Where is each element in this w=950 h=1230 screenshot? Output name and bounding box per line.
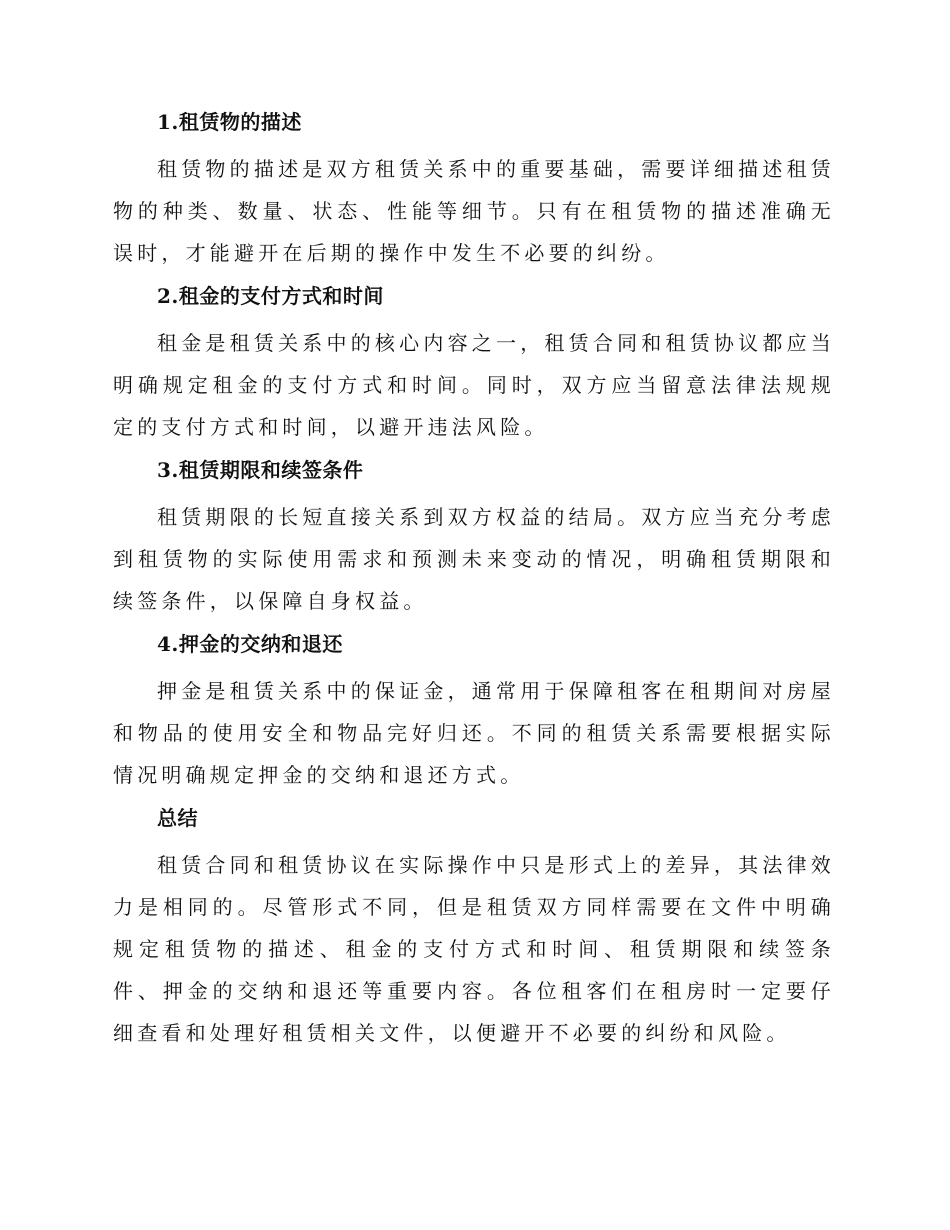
section-description: [113, 108, 835, 274]
section-heading: 总结: [157, 806, 198, 830]
section-heading: 1.租赁物的描述: [157, 110, 302, 134]
section-summary: [113, 804, 835, 1054]
section-heading: 4.押金的交纳和退还: [157, 632, 343, 656]
document-body: [113, 108, 835, 1062]
section-paragraph: 租赁合同和租赁协议在实际操作中只是形式上的差异，其法律效力是相同的。尽管形式不同，但是租赁双方同样需要在文件中明确规定租赁物的描述、租金的支付方式和时间、租赁期限和续签条件、押金的交纳和退还等重要内容。各位租客们在租房时一定要仔细查看和处理好租赁相关文件，以便避开不必要的纠纷和风险。: [113, 853, 835, 1045]
section-paragraph: 押金是租赁关系中的保证金，通常用于保障租客在租期间对房屋和物品的使用安全和物品完好归还。不同的租赁关系需要根据实际情况明确规定押金的交纳和退还方式。: [113, 679, 835, 787]
section-heading: 3.租赁期限和续签条件: [157, 458, 364, 482]
section-paragraph: 租赁物的描述是双方租赁关系中的重要基础，需要详细描述租赁物的种类、数量、状态、性能等细节。只有在租赁物的描述准确无误时，才能避开在后期的操作中发生不必要的纠纷。: [113, 157, 835, 265]
section-rent-payment: [113, 282, 835, 448]
section-paragraph: 租金是租赁关系中的核心内容之一，租赁合同和租赁协议都应当明确规定租金的支付方式和时间。同时，双方应当留意法律法规规定的支付方式和时间，以避开违法风险。: [113, 331, 835, 439]
section-deposit: [113, 630, 835, 796]
section-lease-term: [113, 456, 835, 622]
section-paragraph: 租赁期限的长短直接关系到双方权益的结局。双方应当充分考虑到租赁物的实际使用需求和预测未来变动的情况，明确租赁期限和续签条件，以保障自身权益。: [113, 505, 835, 613]
section-heading: 2.租金的支付方式和时间: [157, 284, 384, 308]
